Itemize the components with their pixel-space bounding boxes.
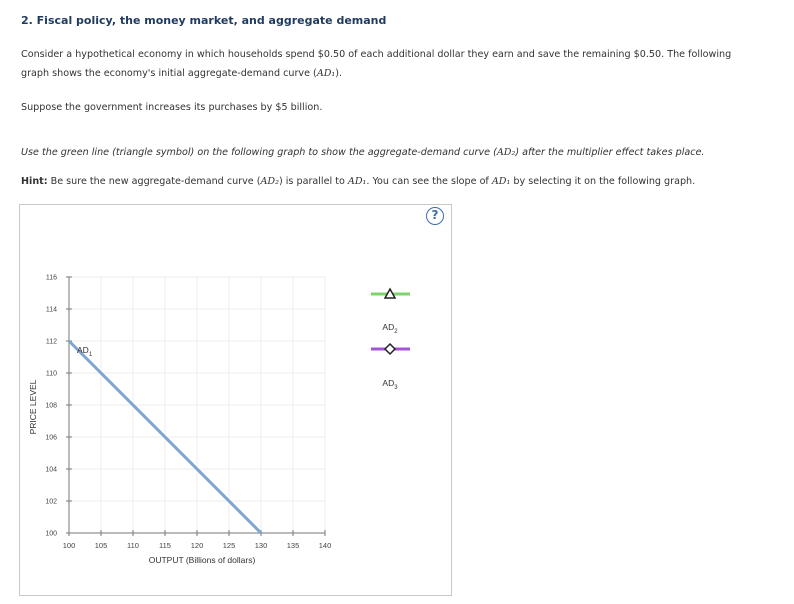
intro-text-b: graph shows the economy's initial aggregate-demand curve ( (21, 68, 317, 79)
hint-label: Hint: (21, 176, 48, 187)
instruction-text-a: Use the green line (triangle symbol) on the following graph to show the aggregate-demand curve ( (21, 147, 497, 158)
x-tick-label: 135 (286, 541, 300, 550)
intro-text-a: Consider a hypothetical economy in which households spend $0.50 of each additional dollar they earn and save the remaining $0.50. The following (21, 49, 732, 60)
x-tick-label: 120 (190, 541, 204, 550)
y-axis-title: PRICE LEVEL (28, 379, 38, 435)
y-tick-label: 116 (45, 274, 57, 282)
y-tick-label: 106 (45, 434, 57, 442)
y-tick-label: 110 (45, 370, 57, 378)
hint-math-ad2: AD₂ (260, 176, 279, 187)
x-axis-title: OUTPUT (Billions of dollars) (148, 555, 256, 565)
instruction-math-ad2: AD₂ (496, 147, 516, 158)
hint-math-ad1-b: AD₁ (491, 176, 511, 187)
x-tick-label: 115 (159, 541, 171, 550)
hint-text-b: ) is parallel to (278, 176, 348, 187)
x-tick-label: 130 (254, 541, 268, 550)
ad2-tool-label: $AD_2$ (382, 322, 398, 335)
help-icon[interactable]: ? (426, 207, 444, 225)
y-tick-label: 102 (45, 498, 57, 506)
y-tick-label: 100 (45, 530, 57, 538)
x-tick-label: 125 (222, 541, 236, 550)
y-tick-label: 104 (45, 466, 57, 474)
ad1-curve-label: $AD_1$ (77, 345, 93, 358)
instruction-text-b: ) after the multiplier effect takes place. (515, 147, 705, 158)
x-tick-label: 110 (127, 541, 139, 550)
hint-text-a: Be sure the new aggregate-demand curve ( (47, 176, 261, 187)
x-tick-label: 105 (94, 541, 108, 550)
ad3-tool-label: $AD_3$ (382, 378, 398, 391)
government-purchases-text: Suppose the government increases its purchases by $5 billion. (21, 102, 323, 113)
x-tick-label: 140 (318, 541, 332, 550)
hint-math-ad1: AD₁ (347, 176, 367, 187)
y-tick-label: 114 (45, 306, 57, 314)
question-heading: 2. Fiscal policy, the money market, and aggregate demand (21, 14, 387, 27)
intro-text-c: ). (335, 68, 343, 79)
hint-text-c: . You can see the slope of (366, 176, 492, 187)
diamond-icon[interactable] (385, 344, 395, 354)
x-tick-label: 100 (62, 541, 76, 550)
y-tick-label: 108 (45, 402, 57, 410)
y-tick-label: 112 (45, 338, 57, 346)
intro-math-ad1: AD₁ (316, 68, 336, 79)
hint-text-d: by selecting it on the following graph. (510, 176, 696, 187)
